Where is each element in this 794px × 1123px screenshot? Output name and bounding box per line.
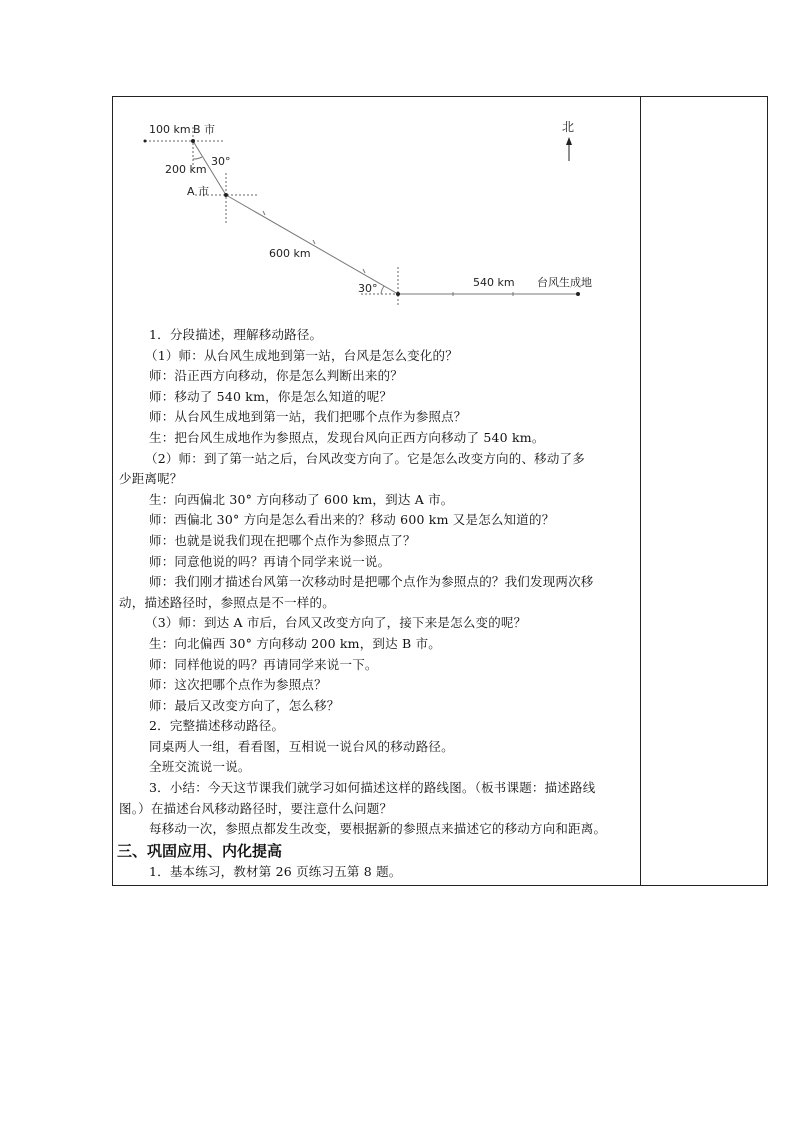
north-arrow-icon	[566, 137, 572, 145]
text-line: （2）师：到了第一站之后，台风改变方向了。它是怎么改变方向的、移动了多	[145, 450, 585, 466]
text-line: （3）师：到达 A 市后，台风又改变方向了，接下来是怎么变的呢？	[145, 615, 527, 631]
column-divider	[640, 97, 641, 885]
lesson-text	[113, 325, 640, 882]
text-line: 少距离呢？	[119, 471, 183, 487]
section-heading: 三、巩固应用、内化提高	[117, 841, 283, 860]
text-line: （1）师：从台风生成地到第一站，台风是怎么变化的？	[145, 347, 458, 363]
text-line: 师：同样他说的吗？再请同学来说一下。	[149, 656, 378, 672]
label-b-city: B 市	[193, 123, 216, 136]
text-line: 师：同意他说的吗？再请个同学来说一说。	[149, 553, 391, 569]
lesson-table	[112, 96, 768, 886]
text-line: 生：向北偏西 30° 方向移动 200 km，到达 B 市。	[149, 635, 441, 651]
text-line: 生：向西偏北 30° 方向移动了 600 km，到达 A 市。	[149, 491, 454, 507]
text-line: 师：沿正西方向移动，你是怎么判断出来的？	[149, 368, 404, 384]
tick-mark	[363, 269, 365, 273]
text-line: 师：西偏北 30° 方向是怎么看出来的？移动 600 km 又是怎么知道的？	[149, 512, 555, 528]
label-600km: 600 km	[269, 247, 311, 260]
label-200km: 200 km	[165, 163, 207, 176]
text-line: 师：这次把哪个点作为参照点？	[149, 677, 327, 693]
label-angle-top: 30°	[211, 155, 231, 168]
typhoon-route-diagram	[113, 97, 640, 317]
text-line: 生：把台风生成地作为参照点，发现台风向正西方向移动了 540 km。	[149, 429, 545, 445]
tick-mark	[263, 211, 265, 215]
text-line: 动，描述路径时，参照点是不一样的。	[119, 594, 335, 610]
label-540km: 540 km	[473, 276, 515, 289]
text-line: 师：从台风生成地到第一站，我们把哪个点作为参照点？	[149, 409, 467, 425]
label-north: 北	[562, 120, 575, 134]
text-line: 3．小结：今天这节课我们就学习如何描述这样的路线图。（板书课题：描述路线	[149, 780, 596, 796]
text-line: 师：移动了 540 km，你是怎么知道的呢？	[149, 388, 393, 404]
point-b-city	[191, 139, 195, 143]
text-line: 师：最后又改变方向了，怎么移？	[149, 697, 340, 713]
label-angle-bottom: 30°	[358, 282, 378, 295]
tick-mark	[313, 240, 315, 244]
label-100km: 100 km	[149, 123, 191, 136]
angle-arc-top	[193, 157, 202, 159]
text-line: 同桌两人一组，看看图，互相说一说台风的移动路径。	[149, 738, 454, 754]
point-a-city	[224, 193, 228, 197]
text-line: 师：也就是说我们现在把哪个点作为参照点了？	[149, 532, 416, 548]
text-line: 2．完整描述移动路径。	[149, 718, 285, 734]
text-line: 每移动一次，参照点都发生改变，要根据新的参照点来描述它的移动方向和距离。	[149, 821, 607, 837]
angle-arc-bottom	[381, 286, 384, 294]
text-line: 1．基本练习，教材第 26 页练习五第 8 题。	[149, 863, 402, 879]
point-origin	[576, 292, 580, 296]
label-origin: 台风生成地	[537, 276, 592, 289]
text-line: 师：我们刚才描述台风第一次移动时是把哪个点作为参照点的？我们发现两次移	[149, 574, 594, 590]
label-a-city: A 市	[187, 185, 210, 198]
text-line: 全班交流说一说。	[149, 759, 251, 775]
route-segment-600	[226, 195, 398, 294]
text-line: 1．分段描述，理解移动路径。	[149, 327, 323, 342]
point-turn	[396, 292, 400, 296]
text-line: 图。）在描述台风移动路径时，要注意什么问题？	[119, 800, 393, 816]
point-left-end	[144, 140, 147, 143]
